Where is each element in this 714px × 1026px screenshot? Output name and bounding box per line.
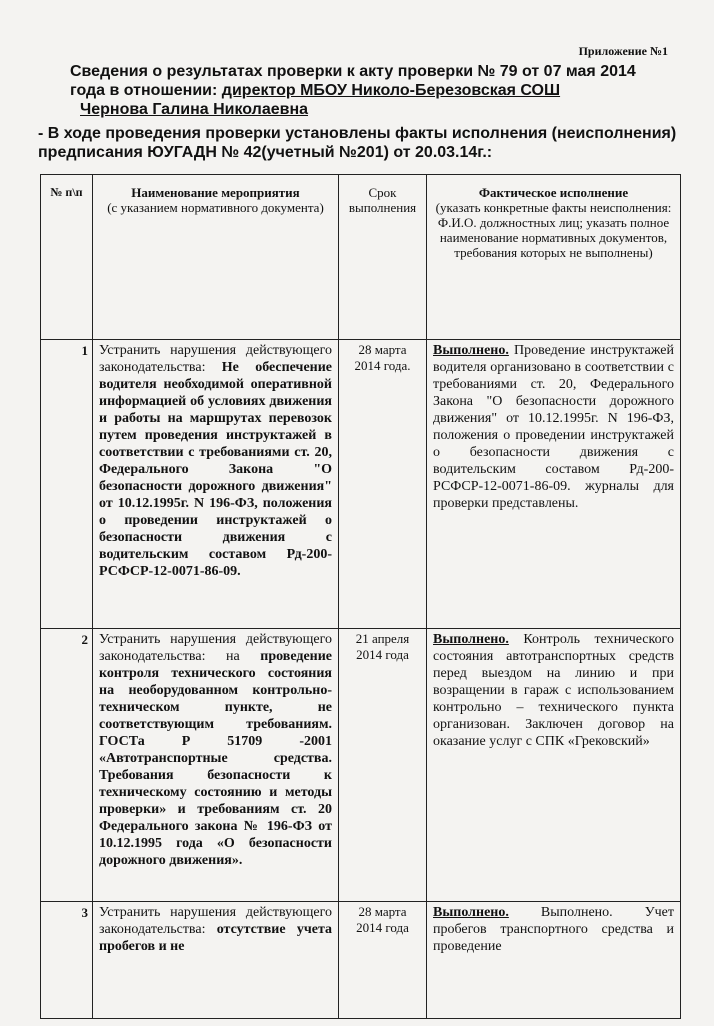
heading-line-2-prefix: года в отношении: bbox=[70, 82, 222, 99]
row-number: 1 bbox=[41, 340, 93, 629]
measure-intro: Устранить нарушения действующего законодательства: bbox=[99, 343, 332, 375]
row-measure bbox=[93, 902, 339, 1019]
measure-violation: Не обеспечение водителя необходимой оперативной информацией об условиях движения и работы на маршрутах перевозок путем проведения инструктажей в соответствии с требованиями ст. 20, Федерального Закона "О безопасности дорожного движения" от 10.12.1995г. N 196-ФЗ, положения о проведении инструктажей о безопасности движения с водительским составом Рд-200-РСФСР-12-0071-86-09. bbox=[99, 360, 332, 579]
heading-line-2 bbox=[70, 81, 670, 100]
row-actual bbox=[427, 629, 681, 902]
actual-text: Проведение инструктажей водителя организовано в соответствии с требованиями ст. 20, Федерального Закона "О безопасности дорожного движения" от 10.12.1995г. N 196-ФЗ, положения о проведении инструктажей о безопасности движения с водительским составом Рд-200-РСФСР-12-0071-86-09. журналы для проверки представлены. bbox=[433, 343, 674, 511]
status-label: Выполнено. bbox=[433, 632, 509, 647]
table-row bbox=[41, 340, 681, 629]
row-measure bbox=[93, 340, 339, 629]
heading-line-1: Сведения о результатах проверки к акту проверки № 79 от 07 мая 2014 bbox=[70, 63, 636, 80]
table-row bbox=[41, 902, 681, 1019]
header-measure bbox=[93, 175, 339, 340]
row-number: 3 bbox=[41, 902, 93, 1019]
row-measure bbox=[93, 629, 339, 902]
table-header-row bbox=[41, 175, 681, 340]
header-actual-note: (указать конкретные факты неисполнения: Ф.И.О. должностных лиц; указать полное наименование нормативных документов, требования которых не выполнены) bbox=[435, 200, 672, 260]
measure-violation: отсутствие учета пробегов и не bbox=[99, 922, 332, 954]
row-number: 2 bbox=[41, 629, 93, 902]
status-label: Выполнено. bbox=[433, 343, 509, 358]
findings-statement: - В ходе проведения проверки установлены факты исполнения (неисполнения) предписания ЮУГАДН № 42(учетный №201) от 20.03.14г.: bbox=[38, 125, 677, 161]
row-deadline: 21 апреля 2014 года bbox=[339, 629, 427, 902]
measure-intro: Устранить нарушения действующего законодательства: bbox=[99, 905, 332, 937]
header-number: № п\п bbox=[41, 175, 93, 340]
table-row bbox=[41, 629, 681, 902]
measure-intro: Устранить нарушения действующего законодательства: на bbox=[99, 632, 332, 664]
results-table bbox=[40, 174, 681, 1019]
document-heading bbox=[70, 62, 670, 119]
appendix-label: Приложение №1 bbox=[578, 44, 668, 58]
header-actual bbox=[427, 175, 681, 340]
row-actual bbox=[427, 902, 681, 1019]
actual-text: Контроль технического состояния автотранспортных средств перед выездом на линию и при возращении в гараж с использованием контрольно – технического пункта организован. Заключен договор на оказание услуг с СПК «Грековский» bbox=[433, 632, 674, 749]
header-actual-title: Фактическое исполнение bbox=[478, 185, 629, 200]
measure-violation: проведение контроля технического состояния на необорудованном контрольно-техническом пункте, не соответствующим требованиям. ГОСТа Р 51709 -2001 «Автотранспортные средства. Требования безопасности к техническому состоянию и методы проверки» и требованиям ст. 20 Федерального закона № 196-ФЗ от 10.12.1995 года «О безопасности дорожного движения». bbox=[99, 649, 333, 868]
inspected-person: Чернова Галина Николаевна bbox=[80, 101, 309, 118]
status-label: Выполнено. bbox=[433, 905, 509, 920]
inspected-subject: директор МБОУ Николо-Березовская СОШ bbox=[221, 82, 561, 99]
header-measure-title: Наименование мероприятия bbox=[131, 185, 300, 200]
row-deadline: 28 марта 2014 года bbox=[339, 902, 427, 1019]
actual-text: Выполнено. Учет пробегов транспортного средства и проведение bbox=[433, 905, 674, 954]
header-deadline: Срок выполнения bbox=[339, 175, 427, 340]
row-actual bbox=[427, 340, 681, 629]
header-measure-note: (с указанием нормативного документа) bbox=[107, 200, 324, 215]
row-deadline: 28 марта 2014 года. bbox=[339, 340, 427, 629]
